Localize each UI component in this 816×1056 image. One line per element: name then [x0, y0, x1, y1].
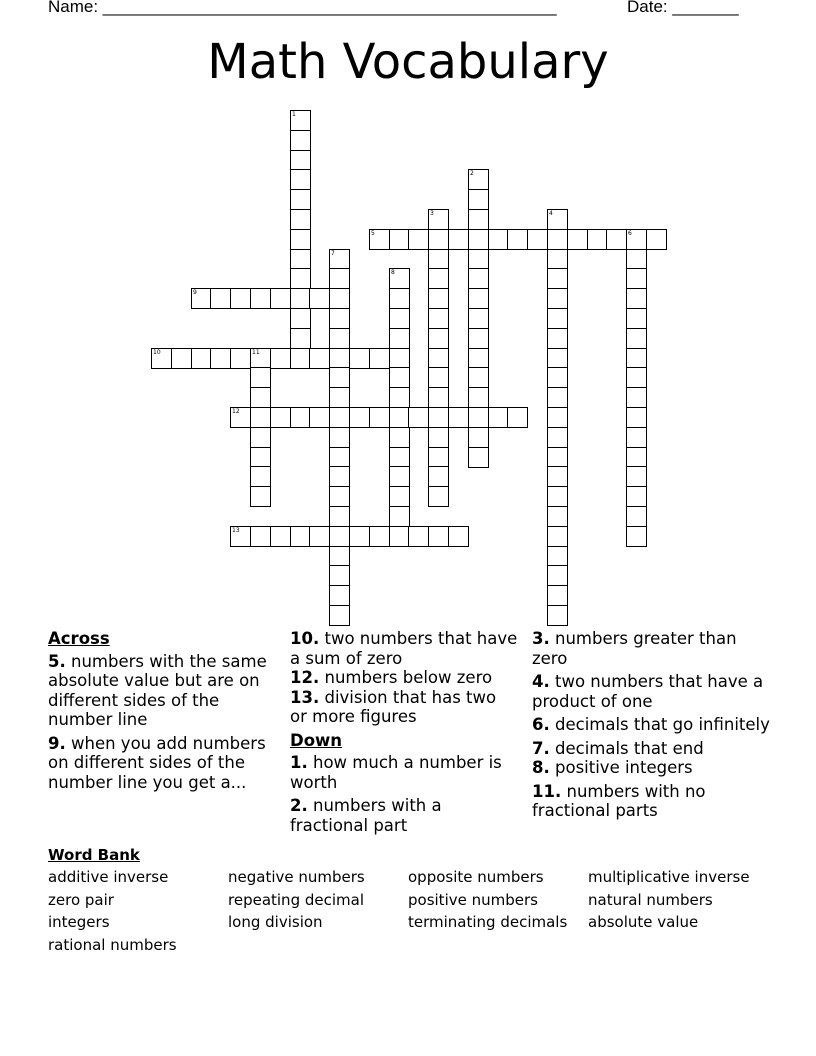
- clue-across-10: 10. two numbers that have a sum of zero: [290, 629, 518, 668]
- across-heading: Across: [48, 629, 110, 648]
- down-heading: Down: [290, 730, 343, 750]
- crossword-cell[interactable]: [369, 229, 390, 250]
- crossword-cell[interactable]: [428, 387, 449, 408]
- crossword-cell[interactable]: [448, 526, 469, 547]
- crossword-cell[interactable]: [547, 407, 568, 428]
- crossword-cell[interactable]: [369, 407, 390, 428]
- clue-across-12: 12. numbers below zero: [290, 668, 493, 687]
- crossword-cell[interactable]: [547, 348, 568, 369]
- word-bank-item: positive numbers: [408, 890, 538, 909]
- crossword-cell[interactable]: [389, 348, 410, 369]
- crossword-cell[interactable]: [389, 328, 410, 349]
- crossword-cell[interactable]: [349, 526, 370, 547]
- crossword-cell[interactable]: [230, 407, 251, 428]
- crossword-cell[interactable]: [290, 169, 311, 190]
- crossword-cell[interactable]: [587, 229, 608, 250]
- word-bank-heading: Word Bank: [48, 846, 140, 864]
- crossword-cell[interactable]: [626, 486, 647, 507]
- crossword-cell[interactable]: [250, 367, 271, 388]
- cell-number: 8: [391, 269, 395, 276]
- cell-number: 4: [549, 210, 553, 217]
- crossword-cell[interactable]: [408, 407, 429, 428]
- crossword-cell[interactable]: [349, 348, 370, 369]
- crossword-cell[interactable]: [547, 466, 568, 487]
- crossword-cell[interactable]: [468, 447, 489, 468]
- page-title: Math Vocabulary: [207, 34, 609, 90]
- crossword-cell[interactable]: [329, 466, 350, 487]
- cell-number: 3: [430, 210, 434, 217]
- crossword-cell[interactable]: [389, 506, 410, 527]
- clue-down-8: 8. positive integers: [532, 758, 693, 777]
- crossword-cell[interactable]: [329, 348, 350, 369]
- crossword-cell[interactable]: [547, 565, 568, 586]
- crossword-cell[interactable]: [547, 209, 568, 230]
- crossword-cell[interactable]: [547, 506, 568, 527]
- crossword-cell[interactable]: [626, 367, 647, 388]
- word-bank-item: terminating decimals: [408, 913, 568, 931]
- crossword-cell[interactable]: [547, 367, 568, 388]
- crossword-cell[interactable]: [329, 565, 350, 586]
- crossword-cell[interactable]: [309, 407, 330, 428]
- cell-number: 2: [470, 170, 474, 177]
- crossword-cell[interactable]: [547, 229, 568, 250]
- cell-number: 12: [232, 408, 240, 415]
- crossword-cell[interactable]: [547, 546, 568, 567]
- crossword-cell[interactable]: [290, 229, 311, 250]
- crossword-cell[interactable]: [290, 526, 311, 547]
- crossword-cell[interactable]: [290, 288, 311, 309]
- cell-number: 10: [153, 349, 161, 356]
- crossword-cell[interactable]: [329, 546, 350, 567]
- crossword-cell[interactable]: [329, 308, 350, 329]
- clue-down-6: 6. decimals that go infinitely: [532, 715, 770, 734]
- crossword-cell[interactable]: [468, 387, 489, 408]
- crossword-cell[interactable]: [290, 308, 311, 329]
- crossword-cell[interactable]: [468, 249, 489, 270]
- word-bank-item: negative numbers: [228, 868, 365, 886]
- crossword-cell[interactable]: [389, 367, 410, 388]
- crossword-cell[interactable]: [250, 526, 271, 547]
- crossword-cell[interactable]: [290, 209, 311, 230]
- crossword-cell[interactable]: [428, 407, 449, 428]
- crossword-cell[interactable]: [468, 209, 489, 230]
- word-bank-item: zero pair: [48, 890, 114, 909]
- crossword-cell[interactable]: [329, 526, 350, 547]
- cell-number: 6: [628, 230, 632, 237]
- clue-across-5: 5. numbers with the same absolute value but are on different sides of the number line: [48, 651, 267, 729]
- crossword-cell[interactable]: [250, 288, 271, 309]
- crossword-cell[interactable]: [448, 229, 469, 250]
- crossword-cell[interactable]: [547, 526, 568, 547]
- crossword-cell[interactable]: [329, 328, 350, 349]
- crossword-cell[interactable]: [250, 387, 271, 408]
- word-bank-item: opposite numbers: [408, 868, 544, 886]
- crossword-cell[interactable]: [547, 605, 568, 626]
- crossword-cell[interactable]: [389, 466, 410, 487]
- crossword-cell[interactable]: [389, 427, 410, 448]
- crossword-cell[interactable]: [250, 348, 271, 369]
- crossword-cell[interactable]: [428, 427, 449, 448]
- crossword-cell[interactable]: [626, 506, 647, 527]
- crossword-cell[interactable]: [171, 348, 192, 369]
- crossword-cell[interactable]: [468, 189, 489, 210]
- cell-number: 7: [331, 250, 335, 257]
- crossword-cell[interactable]: [428, 209, 449, 230]
- crossword-cell[interactable]: [389, 268, 410, 289]
- crossword-cell[interactable]: [290, 328, 311, 349]
- crossword-cell[interactable]: [329, 407, 350, 428]
- crossword-cell[interactable]: [270, 526, 291, 547]
- crossword-cell[interactable]: [547, 268, 568, 289]
- crossword-cell[interactable]: [270, 407, 291, 428]
- crossword-cell[interactable]: [329, 427, 350, 448]
- crossword-cell[interactable]: [250, 486, 271, 507]
- word-bank-item: additive inverse: [48, 868, 169, 886]
- crossword-cell[interactable]: [428, 268, 449, 289]
- crossword-cell[interactable]: [626, 308, 647, 329]
- crossword-cell[interactable]: [547, 308, 568, 329]
- crossword-cell[interactable]: [230, 526, 251, 547]
- crossword-cell[interactable]: [389, 308, 410, 329]
- crossword-cell[interactable]: [507, 229, 528, 250]
- clue-across-13: 13. division that has two or more figures: [290, 687, 497, 726]
- clue-down-2: 2. numbers with a fractional part: [290, 796, 442, 835]
- crossword-cell[interactable]: [468, 367, 489, 388]
- crossword-cell[interactable]: [250, 447, 271, 468]
- word-bank-item: natural numbers: [588, 890, 713, 909]
- crossword-cell[interactable]: [329, 486, 350, 507]
- crossword-cell[interactable]: [468, 407, 489, 428]
- clue-across-9: 9. when you add numbers on different sides of the number line you get a...: [48, 733, 266, 792]
- crossword-cell[interactable]: [329, 506, 350, 527]
- crossword-cell[interactable]: [270, 348, 291, 369]
- crossword-cell[interactable]: [626, 268, 647, 289]
- crossword-cell[interactable]: [408, 526, 429, 547]
- word-bank-item: integers: [48, 913, 110, 931]
- cell-number: 13: [232, 527, 240, 534]
- crossword-cell[interactable]: [626, 249, 647, 270]
- crossword-cell[interactable]: [547, 249, 568, 270]
- crossword-cell[interactable]: [626, 407, 647, 428]
- clue-down-11: 11. numbers with no fractional parts: [532, 781, 706, 820]
- crossword-cell[interactable]: [606, 229, 627, 250]
- crossword-cell[interactable]: [547, 447, 568, 468]
- crossword-cell[interactable]: [389, 288, 410, 309]
- crossword-cell[interactable]: [626, 447, 647, 468]
- crossword-cell[interactable]: [626, 348, 647, 369]
- crossword-cell[interactable]: [468, 427, 489, 448]
- crossword-cell[interactable]: [626, 427, 647, 448]
- crossword-cell[interactable]: [626, 466, 647, 487]
- crossword-cell[interactable]: [626, 526, 647, 547]
- crossword-cell[interactable]: [527, 229, 548, 250]
- crossword-cell[interactable]: [547, 288, 568, 309]
- crossword-cell[interactable]: [567, 229, 588, 250]
- crossword-cell[interactable]: [547, 387, 568, 408]
- crossword-cell[interactable]: [468, 348, 489, 369]
- crossword-cell[interactable]: [290, 348, 311, 369]
- crossword-cell[interactable]: [389, 407, 410, 428]
- word-bank: [48, 846, 750, 954]
- clue-down-7: 7. decimals that end: [532, 738, 704, 758]
- crossword-cell[interactable]: [290, 189, 311, 210]
- crossword-cell[interactable]: [250, 407, 271, 428]
- clue-down-4: 4. two numbers that have a product of one: [532, 672, 764, 711]
- crossword-cell[interactable]: [428, 526, 449, 547]
- crossword-cell[interactable]: [468, 288, 489, 309]
- crossword-cell[interactable]: [507, 407, 528, 428]
- crossword-cell[interactable]: [626, 387, 647, 408]
- crossword-cell[interactable]: [151, 348, 172, 369]
- crossword-cell[interactable]: [329, 605, 350, 626]
- crossword-cell[interactable]: [428, 249, 449, 270]
- cell-number: 1: [292, 111, 296, 118]
- cell-number: 9: [193, 289, 197, 296]
- crossword-cell[interactable]: [250, 427, 271, 448]
- crossword-cell[interactable]: [448, 407, 469, 428]
- date-field-label: Date: _______: [627, 0, 739, 16]
- crossword-cell[interactable]: [428, 466, 449, 487]
- clue-column-3: [532, 629, 772, 825]
- cell-number: 11: [252, 349, 260, 356]
- crossword-cell[interactable]: [191, 288, 212, 309]
- crossword-cell[interactable]: [547, 328, 568, 349]
- crossword-cell[interactable]: [626, 288, 647, 309]
- crossword-cell[interactable]: [428, 229, 449, 250]
- crossword-cell[interactable]: [329, 447, 350, 468]
- crossword-cell[interactable]: [389, 447, 410, 468]
- crossword-cell[interactable]: [428, 348, 449, 369]
- crossword-cell[interactable]: [547, 486, 568, 507]
- clue-column-2: [290, 629, 518, 839]
- crossword-cell[interactable]: [488, 229, 509, 250]
- crossword-cell[interactable]: [468, 229, 489, 250]
- crossword-cell[interactable]: [290, 249, 311, 270]
- crossword-cell[interactable]: [290, 110, 311, 131]
- crossword-cell[interactable]: [547, 427, 568, 448]
- crossword-cell[interactable]: [428, 367, 449, 388]
- crossword-cell[interactable]: [389, 526, 410, 547]
- crossword-cell[interactable]: [626, 229, 647, 250]
- crossword-cell[interactable]: [488, 407, 509, 428]
- crossword-cell[interactable]: [290, 130, 311, 151]
- crossword-cell[interactable]: [329, 585, 350, 606]
- crossword-cell[interactable]: [349, 407, 370, 428]
- clue-down-3: 3. numbers greater than zero: [532, 629, 737, 668]
- crossword-cell[interactable]: [389, 387, 410, 408]
- crossword-cell[interactable]: [468, 328, 489, 349]
- crossword-cell[interactable]: [309, 288, 330, 309]
- crossword-cell[interactable]: [290, 150, 311, 171]
- crossword-cell[interactable]: [329, 367, 350, 388]
- clue-column-1: [48, 629, 283, 796]
- crossword-cell[interactable]: [309, 526, 330, 547]
- word-bank-item: rational numbers: [48, 935, 177, 954]
- crossword-cell[interactable]: [428, 308, 449, 329]
- crossword-cell[interactable]: [547, 585, 568, 606]
- word-bank-item: long division: [228, 913, 323, 931]
- crossword-cell[interactable]: [290, 407, 311, 428]
- crossword-cell[interactable]: [389, 229, 410, 250]
- crossword-cell[interactable]: [468, 308, 489, 329]
- crossword-cell[interactable]: [468, 268, 489, 289]
- crossword-cell[interactable]: [270, 288, 291, 309]
- crossword-cell[interactable]: [329, 288, 350, 309]
- crossword-cell[interactable]: [290, 268, 311, 289]
- cell-number: 5: [371, 230, 375, 237]
- crossword-cell[interactable]: [369, 526, 390, 547]
- crossword-cell[interactable]: [329, 249, 350, 270]
- crossword-cell[interactable]: [230, 348, 251, 369]
- crossword-cell[interactable]: [309, 348, 330, 369]
- crossword-cell[interactable]: [626, 328, 647, 349]
- crossword-cell[interactable]: [646, 229, 667, 250]
- crossword-cell[interactable]: [428, 288, 449, 309]
- crossword-cell[interactable]: [210, 348, 231, 369]
- crossword-cell[interactable]: [428, 328, 449, 349]
- name-field-label: Name: ________________________________________________: [48, 0, 557, 16]
- word-bank-item: repeating decimal: [228, 890, 364, 909]
- crossword-cell[interactable]: [329, 387, 350, 408]
- crossword-cell[interactable]: [468, 169, 489, 190]
- word-bank-item: absolute value: [588, 913, 699, 931]
- crossword-cell[interactable]: [230, 288, 251, 309]
- word-bank-item: multiplicative inverse: [588, 868, 750, 886]
- crossword-cell[interactable]: [250, 466, 271, 487]
- crossword-cell[interactable]: [428, 486, 449, 507]
- crossword-cell[interactable]: [329, 268, 350, 289]
- crossword-cell[interactable]: [369, 348, 390, 369]
- crossword-cell[interactable]: [210, 288, 231, 309]
- crossword-cell[interactable]: [191, 348, 212, 369]
- crossword-cell[interactable]: [389, 486, 410, 507]
- clue-down-1: 1. how much a number is worth: [290, 753, 502, 792]
- crossword-cell[interactable]: [408, 229, 429, 250]
- crossword-cell[interactable]: [428, 447, 449, 468]
